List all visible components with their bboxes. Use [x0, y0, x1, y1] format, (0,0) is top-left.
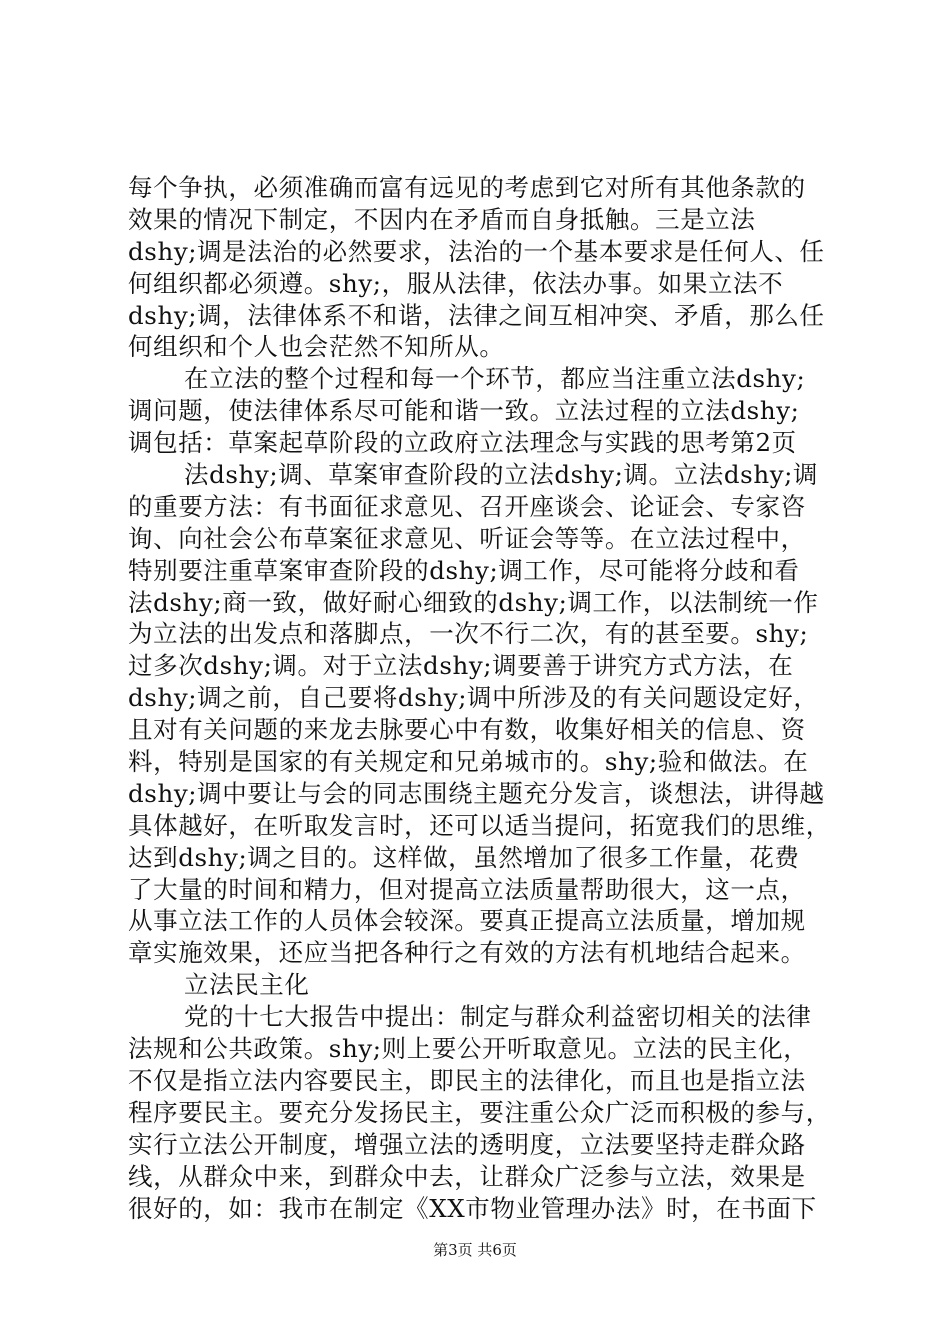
text-line: 在立法的整个过程和每一个环节，都应当注重立法dshy;: [184, 364, 806, 394]
text-line: 调包括：草案起草阶段的立政府立法理念与实践的思考第2页: [128, 428, 797, 458]
text-line: 从事立法工作的人员体会较深。要真正提高立法质量，增加规: [128, 906, 806, 936]
text-line: 为立法的出发点和落脚点，一次不行二次，有的甚至要。shy;: [128, 619, 809, 649]
text-line: 料，特别是国家的有关规定和兄弟城市的。shy;验和做法。在: [128, 747, 809, 777]
document-body: [128, 172, 838, 1224]
text-line: 效果的情况下制定，不因内在矛盾而自身抵触。三是立法: [128, 204, 756, 234]
text-line: 实行立法公开制度，增强立法的透明度，立法要坚持走群众路: [128, 1129, 806, 1159]
text-line: dshy;调中要让与会的同志围绕主题充分发言，谈想法，讲得越: [128, 778, 825, 808]
text-line: 党的十七大报告中提出：制定与群众利益密切相关的法律: [184, 1002, 812, 1032]
text-line: dshy;调是法治的必然要求，法治的一个基本要求是任何人、任: [128, 236, 825, 266]
text-line: 法dshy;商一致，做好耐心细致的dshy;调工作，以法制统一作: [128, 587, 819, 617]
text-line: 特别要注重草案审查阶段的dshy;调工作，尽可能将分歧和看: [128, 555, 800, 585]
text-line: 很好的，如：我市在制定《XX市物业管理办法》时，在书面下: [128, 1193, 817, 1223]
text-line: 且对有关问题的来龙去脉要心中有数，收集好相关的信息、资: [128, 715, 806, 745]
text-line: 法规和公共政策。shy;则上要公开听取意见。立法的民主化，: [128, 1034, 809, 1064]
text-line: 何组织和个人也会茫然不知所从。: [128, 332, 505, 362]
text-line: 达到dshy;调之目的。这样做，虽然增加了很多工作量，花费: [128, 842, 800, 872]
text-line: 章实施效果，还应当把各种行之有效的方法有机地结合起来。: [128, 938, 806, 968]
text-line: 立法民主化: [184, 970, 310, 1000]
text-line: dshy;调，法律体系不和谐，法律之间互相冲突、矛盾，那么任: [128, 300, 825, 330]
page-number-footer: 第3页 共6页: [433, 1241, 517, 1259]
text-line: 调问题，使法律体系尽可能和谐一致。立法过程的立法dshy;: [128, 396, 800, 426]
text-line: 每个争执，必须准确而富有远见的考虑到它对所有其他条款的: [128, 173, 806, 202]
text-line: 询、向社会公布草案征求意见、听证会等等。在立法过程中，: [128, 523, 806, 553]
text-line: 不仅是指立法内容要民主，即民主的法律化，而且也是指立法: [128, 1065, 806, 1095]
text-line: 线，从群众中来，到群众中去，让群众广泛参与立法，效果是: [128, 1161, 806, 1191]
text-line: dshy;调之前，自己要将dshy;调中所涉及的有关问题设定好，: [128, 683, 819, 713]
text-line: 过多次dshy;调。对于立法dshy;调要善于讲究方式方法，在: [128, 651, 794, 681]
text-line: 程序要民主。要充分发扬民主，要注重公众广泛而积极的参与，: [128, 1097, 831, 1127]
text-line: 的重要方法：有书面征求意见、召开座谈会、论证会、专家咨: [128, 491, 806, 521]
text-line: 具体越好，在听取发言时，还可以适当提问，拓宽我们的思维，: [128, 810, 831, 840]
text-line: 法dshy;调、草案审查阶段的立法dshy;调。立法dshy;调: [184, 460, 819, 490]
text-line: 了大量的时间和精力，但对提高立法质量帮助很大，这一点，: [128, 874, 806, 904]
text-line: 何组织都必须遵。shy;，服从法律，依法办事。如果立法不: [128, 268, 784, 298]
